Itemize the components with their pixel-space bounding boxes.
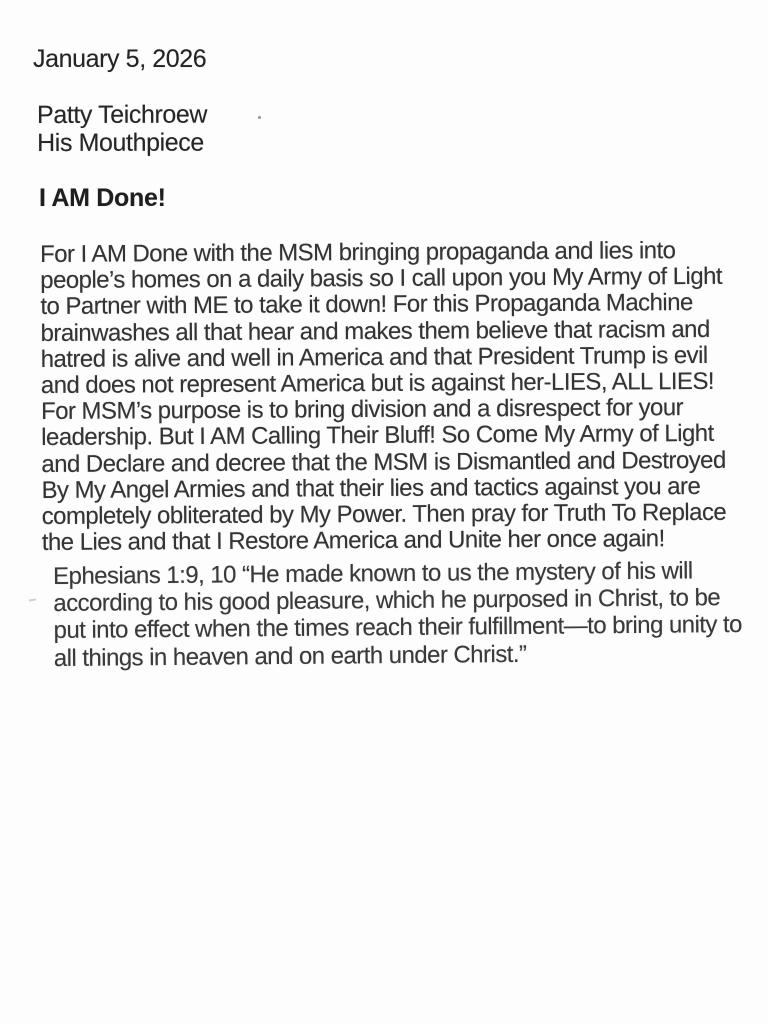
body-line: to Partner with ME to take it down! For this Propaganda Machine	[40, 289, 693, 321]
letter-body-paragraph	[40, 238, 726, 557]
sender-block	[37, 101, 207, 157]
body-line: the Lies and that I Restore America and Unite her once again!	[41, 525, 665, 557]
scripture-quote	[53, 557, 742, 672]
body-line: For MSM’s purpose is to bring division and a disrespect for your	[40, 394, 684, 426]
body-line: hatred is alive and well in America and that President Trump is evil	[40, 341, 708, 373]
body-line: completely obliterated by My Power. Then pray for Truth To Replace	[41, 498, 727, 531]
scan-artifact-mark	[29, 599, 36, 602]
letter-heading: I AM Done!	[39, 184, 166, 212]
verse-line: all things in heaven and on earth under Christ.”	[53, 640, 527, 672]
body-line: brainwashes all that hear and makes them believe that racism and	[40, 315, 710, 347]
body-line: leadership. But I AM Calling Their Bluff! So Come My Army of Light	[41, 420, 714, 452]
body-line: and does not represent America but is against her-LIES, ALL LIES!	[40, 367, 715, 400]
scan-speck	[258, 116, 261, 119]
verse-line: put into effect when the times reach their fulfillment—to bring unity to	[53, 611, 743, 645]
letter-date: January 5, 2026	[33, 45, 207, 73]
sender-title: His Mouthpiece	[37, 128, 204, 157]
body-line: and Declare and decree that the MSM is Dismantled and Destroyed	[41, 446, 726, 478]
body-line: people’s homes on a daily basis so I call upon you My Army of Light	[40, 263, 723, 295]
sender-name: Patty Teichroew	[37, 100, 208, 129]
verse-line: according to his good pleasure, which he purposed in Christ, to be	[53, 584, 721, 618]
body-line: By My Angel Armies and that their lies and tactics against you are	[41, 472, 701, 504]
verse-line: Ephesians 1:9, 10 “He made known to us the mystery of his will	[53, 557, 693, 590]
body-line: For I AM Done with the MSM bringing propaganda and lies into	[39, 237, 676, 268]
